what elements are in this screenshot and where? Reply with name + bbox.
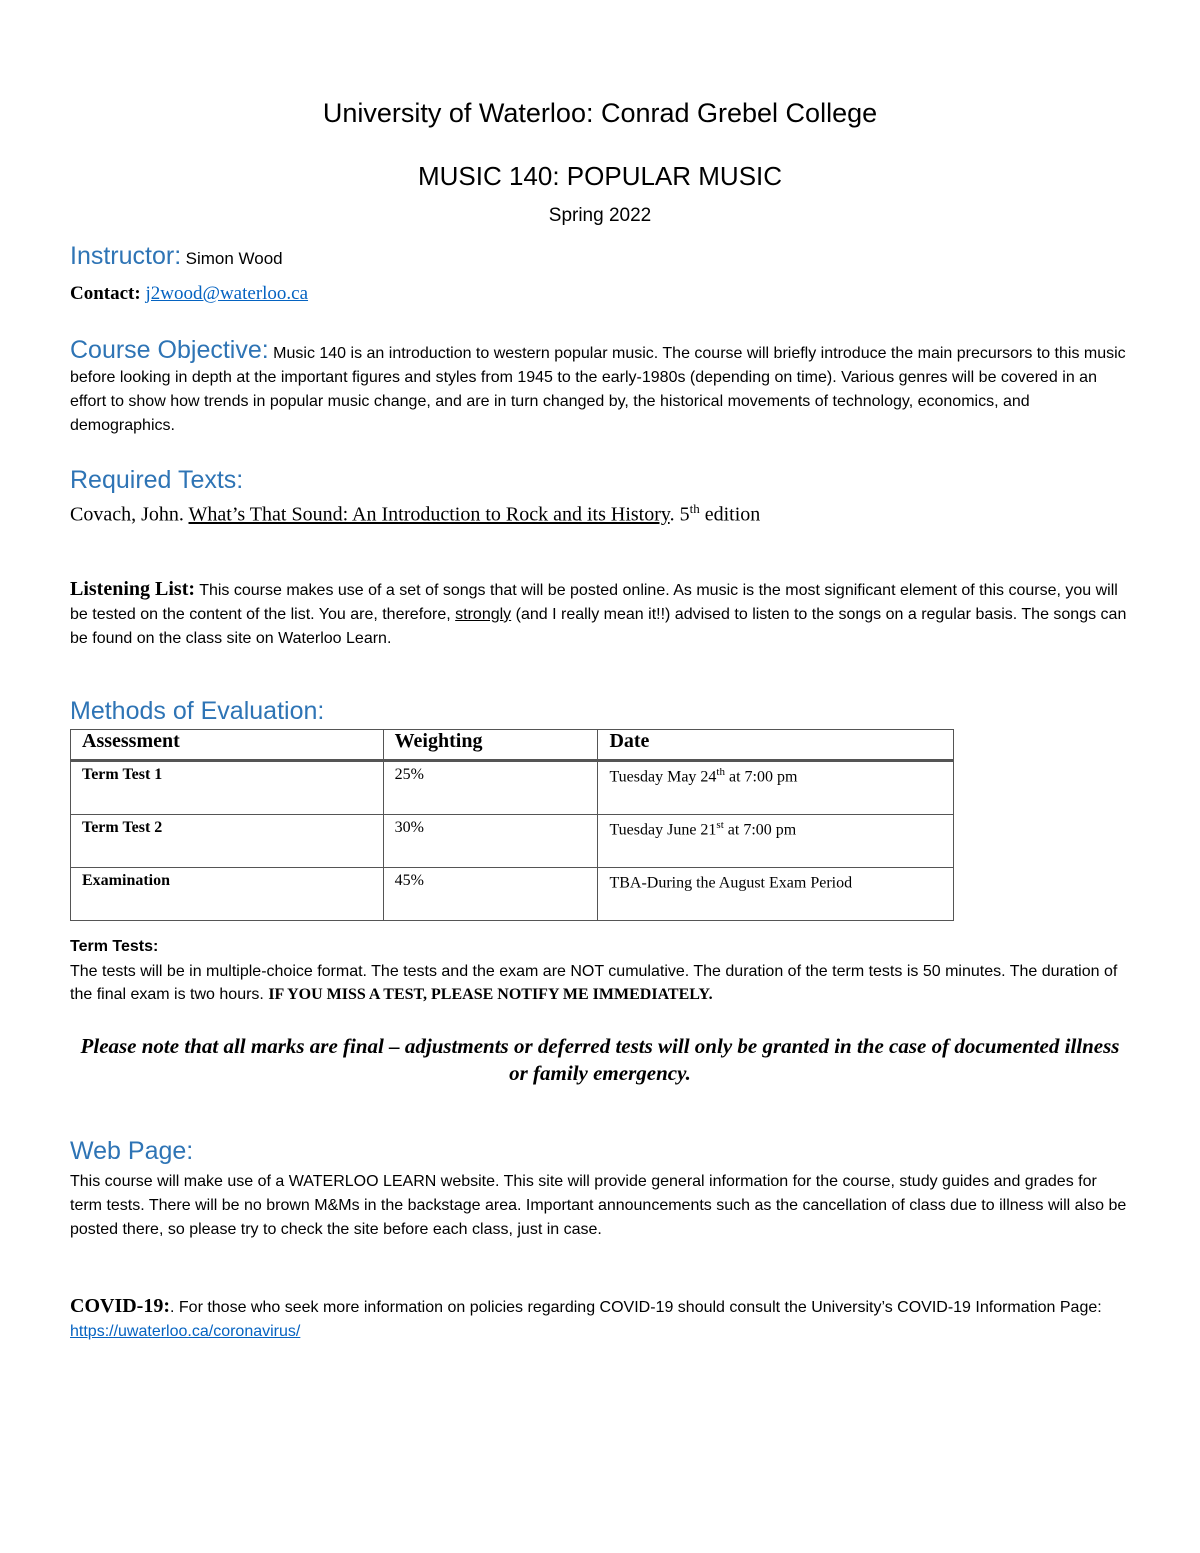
evaluation-heading: Methods of Evaluation:: [70, 697, 325, 725]
text-edition-post: edition: [699, 503, 761, 526]
date-time: at 7:00 pm: [724, 768, 798, 786]
date-text: Tuesday June 21: [609, 821, 717, 839]
instructor-label: Instructor:: [70, 242, 182, 270]
date-text: TBA-During the August Exam Period: [609, 874, 853, 892]
table-row: [71, 761, 954, 815]
listening-emphasis: strongly: [455, 606, 512, 623]
date-time: at 7:00 pm: [723, 821, 797, 839]
listening-text-1: This course makes use of a set of songs that will be posted online. As music is the most significant element of this course, you will be tested on the content of the list. You are, therefore,: [70, 582, 1118, 623]
contact-label: Contact:: [70, 283, 141, 304]
cell-assessment: Examination: [71, 868, 384, 921]
listening-list: [70, 577, 1130, 651]
table-row: [71, 868, 954, 921]
term-tests-body: [70, 960, 1140, 1006]
cell-weighting: 30%: [383, 815, 598, 868]
table-row: [71, 815, 954, 868]
date-sup: th: [716, 766, 725, 778]
cell-weighting: 45%: [383, 868, 598, 921]
header-assessment: Assessment: [71, 730, 384, 761]
covid-text: . For those who seek more information on policies regarding COVID-19 should consult the University’s COVID-19 Information Page:: [170, 1299, 1102, 1316]
term-tests-heading: Term Tests:: [70, 938, 159, 955]
objective-heading: Course Objective:: [70, 336, 269, 364]
term-tests-warning: IF YOU MISS A TEST, PLEASE NOTIFY ME IMMEDIATELY.: [268, 986, 713, 1003]
cell-assessment: Term Test 1: [71, 761, 384, 815]
cell-date: [598, 815, 954, 868]
header-weighting: Weighting: [383, 730, 598, 761]
instructor-line: [70, 242, 283, 271]
cell-assessment: Term Test 2: [71, 815, 384, 868]
web-page-heading: Web Page:: [70, 1137, 194, 1165]
text-edition-pre: . 5: [669, 503, 690, 526]
term-tests-text: The tests will be in multiple-choice format. The tests and the exam are NOT cumulative. The duration of the term tests is 50 minutes. The duration of the final exam is two hours.: [70, 963, 1118, 1003]
required-text-citation: [70, 501, 760, 527]
evaluation-table: [70, 729, 954, 921]
course-title: MUSIC 140: POPULAR MUSIC: [417, 161, 783, 191]
covid-section: [70, 1294, 1130, 1344]
page-title: University of Waterloo: Conrad Grebel College: [322, 98, 878, 128]
covid-label: COVID-19:: [70, 1295, 170, 1317]
header-date: Date: [598, 730, 954, 761]
required-texts-heading: Required Texts:: [70, 466, 244, 494]
contact-email-link[interactable]: j2wood@waterloo.ca: [145, 283, 309, 304]
instructor-name: Simon Wood: [185, 249, 283, 268]
course-objective: [70, 338, 1130, 438]
cell-weighting: 25%: [383, 761, 598, 815]
objective-text: Music 140 is an introduction to western popular music. The course will briefly introduce the main precursors to this music before looking in depth at the important figures and styles from 1945 to the early-1980s (depending on time). Various genres will be covered in an effort to show how trends in popular music change, and are in turn changed by, the historical movements of technology, economics, and demographics.: [70, 345, 1126, 434]
text-book-title: What’s That Sound: An Introduction to Rock and its History: [188, 503, 670, 526]
table-header-row: [71, 730, 954, 761]
date-sup: st: [716, 819, 724, 831]
text-edition-sup: th: [689, 501, 700, 516]
text-author: Covach, John.: [70, 503, 189, 526]
course-term: Spring 2022: [548, 205, 652, 226]
listening-text-2: (and I really mean it!!) advised to listen to the songs on a regular basis. The songs can be found on the class site on Waterloo Learn.: [70, 606, 1127, 647]
cell-date: [598, 761, 954, 815]
contact-line: [70, 283, 308, 305]
marks-final-note: Please note that all marks are final – adjustments or deferred tests will only be granted in the case of documented illness or family emergency.: [80, 1034, 1120, 1085]
cell-date: [598, 868, 954, 921]
web-page-text: This course will make use of a WATERLOO LEARN website. This site will provide general information for the course, study guides and grades for term tests. There will be no brown M&Ms in the backstage area. Important announcements such as the cancellation of class due to illness will also be posted there, so please try to check the site before each class, just in case.: [70, 1173, 1127, 1238]
covid-info-link[interactable]: https://uwaterloo.ca/coronavirus/: [70, 1323, 301, 1340]
listening-label: Listening List:: [70, 578, 196, 600]
date-text: Tuesday May 24: [609, 768, 717, 786]
